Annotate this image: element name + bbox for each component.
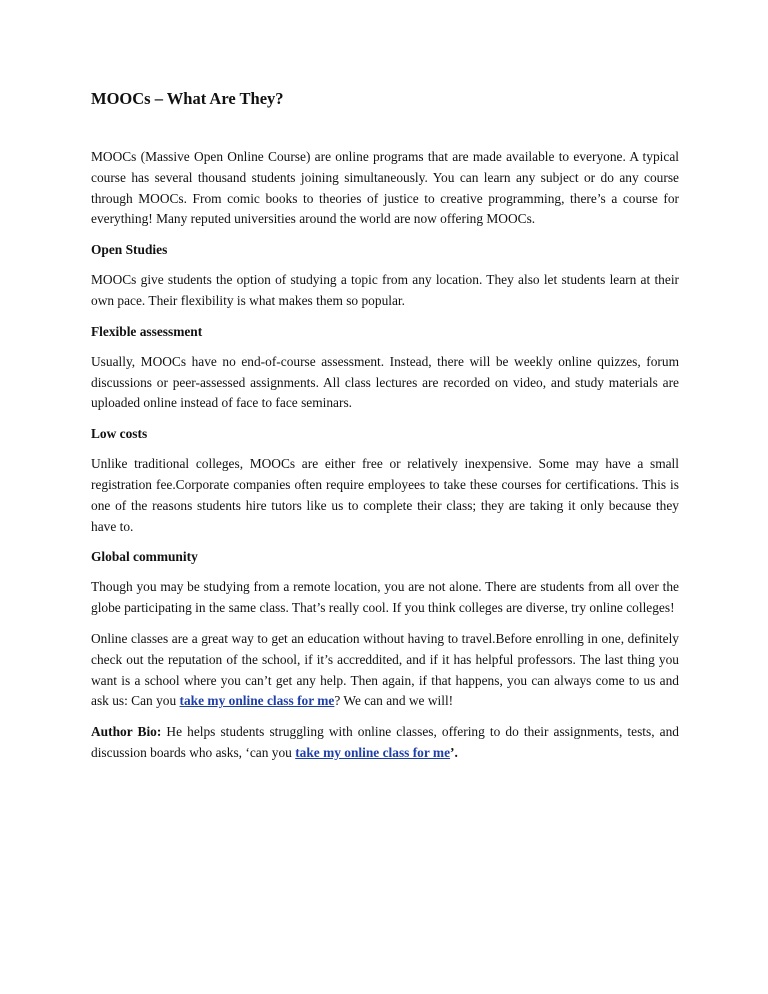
author-bio-text-before-link: He helps students struggling with online classes, offering to do their assignments, tests, and discussion boards who asks, ‘can you bbox=[91, 724, 679, 760]
heading-flexible-assessment: Flexible assessment bbox=[91, 323, 203, 339]
heading-low-costs: Low costs bbox=[91, 426, 148, 442]
author-bio-label: Author Bio: bbox=[91, 724, 162, 740]
heading-global-community: Global community bbox=[91, 549, 198, 565]
author-bio-paragraph bbox=[91, 722, 679, 764]
closing-text-after-link: ? We can and we will! bbox=[334, 693, 454, 709]
document-title: MOOCs – What Are They? bbox=[91, 89, 284, 108]
intro-paragraph: MOOCs (Massive Open Online Course) are online programs that are made available to everyone. A typical course has several thousand students joining simultaneously. You can learn any subject or do any course through MOOCs. From comic books to theories of justice to creative programming, there’s a course for everything! Many reputed universities around the world are now offering MOOCs. bbox=[91, 149, 679, 227]
closing-paragraph bbox=[91, 629, 679, 712]
paragraph-global-community: Though you may be studying from a remote location, you are not alone. There are students from all over the globe participating in the same class. That’s really cool. If you think colleges are diverse, try online colleges! bbox=[91, 579, 679, 616]
take-my-online-class-link[interactable]: take my online class for me bbox=[179, 693, 335, 709]
author-bio-text-after-link: ’. bbox=[450, 744, 458, 760]
paragraph-open-studies: MOOCs give students the option of studying a topic from any location. They also let students learn at their own pace. Their flexibility is what makes them so popular. bbox=[91, 272, 679, 308]
author-bio-link[interactable]: take my online class for me bbox=[295, 744, 451, 760]
heading-open-studies: Open Studies bbox=[91, 242, 168, 258]
closing-text-before-link: Online classes are a great way to get an education without having to travel.Before enrolling in one, definitely check out the reputation of the school, if it’s accreddited, and if it has helpful professors. The last thing you want is a school where you can’t get any help. Then again, if that happens, you can always come to us and ask us: Can you bbox=[91, 630, 679, 709]
document-page bbox=[91, 88, 679, 774]
paragraph-flexible-assessment: Usually, MOOCs have no end-of-course assessment. Instead, there will be weekly online quizzes, forum discussions or peer-assessed assignments. All class lectures are recorded on video, and study materials are uploaded online instead of face to face seminars. bbox=[91, 353, 679, 411]
paragraph-low-costs: Unlike traditional colleges, MOOCs are either free or relatively inexpensive. Some may have a small registration fee.Corporate companies often require employees to take these courses for certifications. This is one of the reasons students hire tutors like us to complete their class; they are taking it only because they have to. bbox=[91, 456, 679, 534]
